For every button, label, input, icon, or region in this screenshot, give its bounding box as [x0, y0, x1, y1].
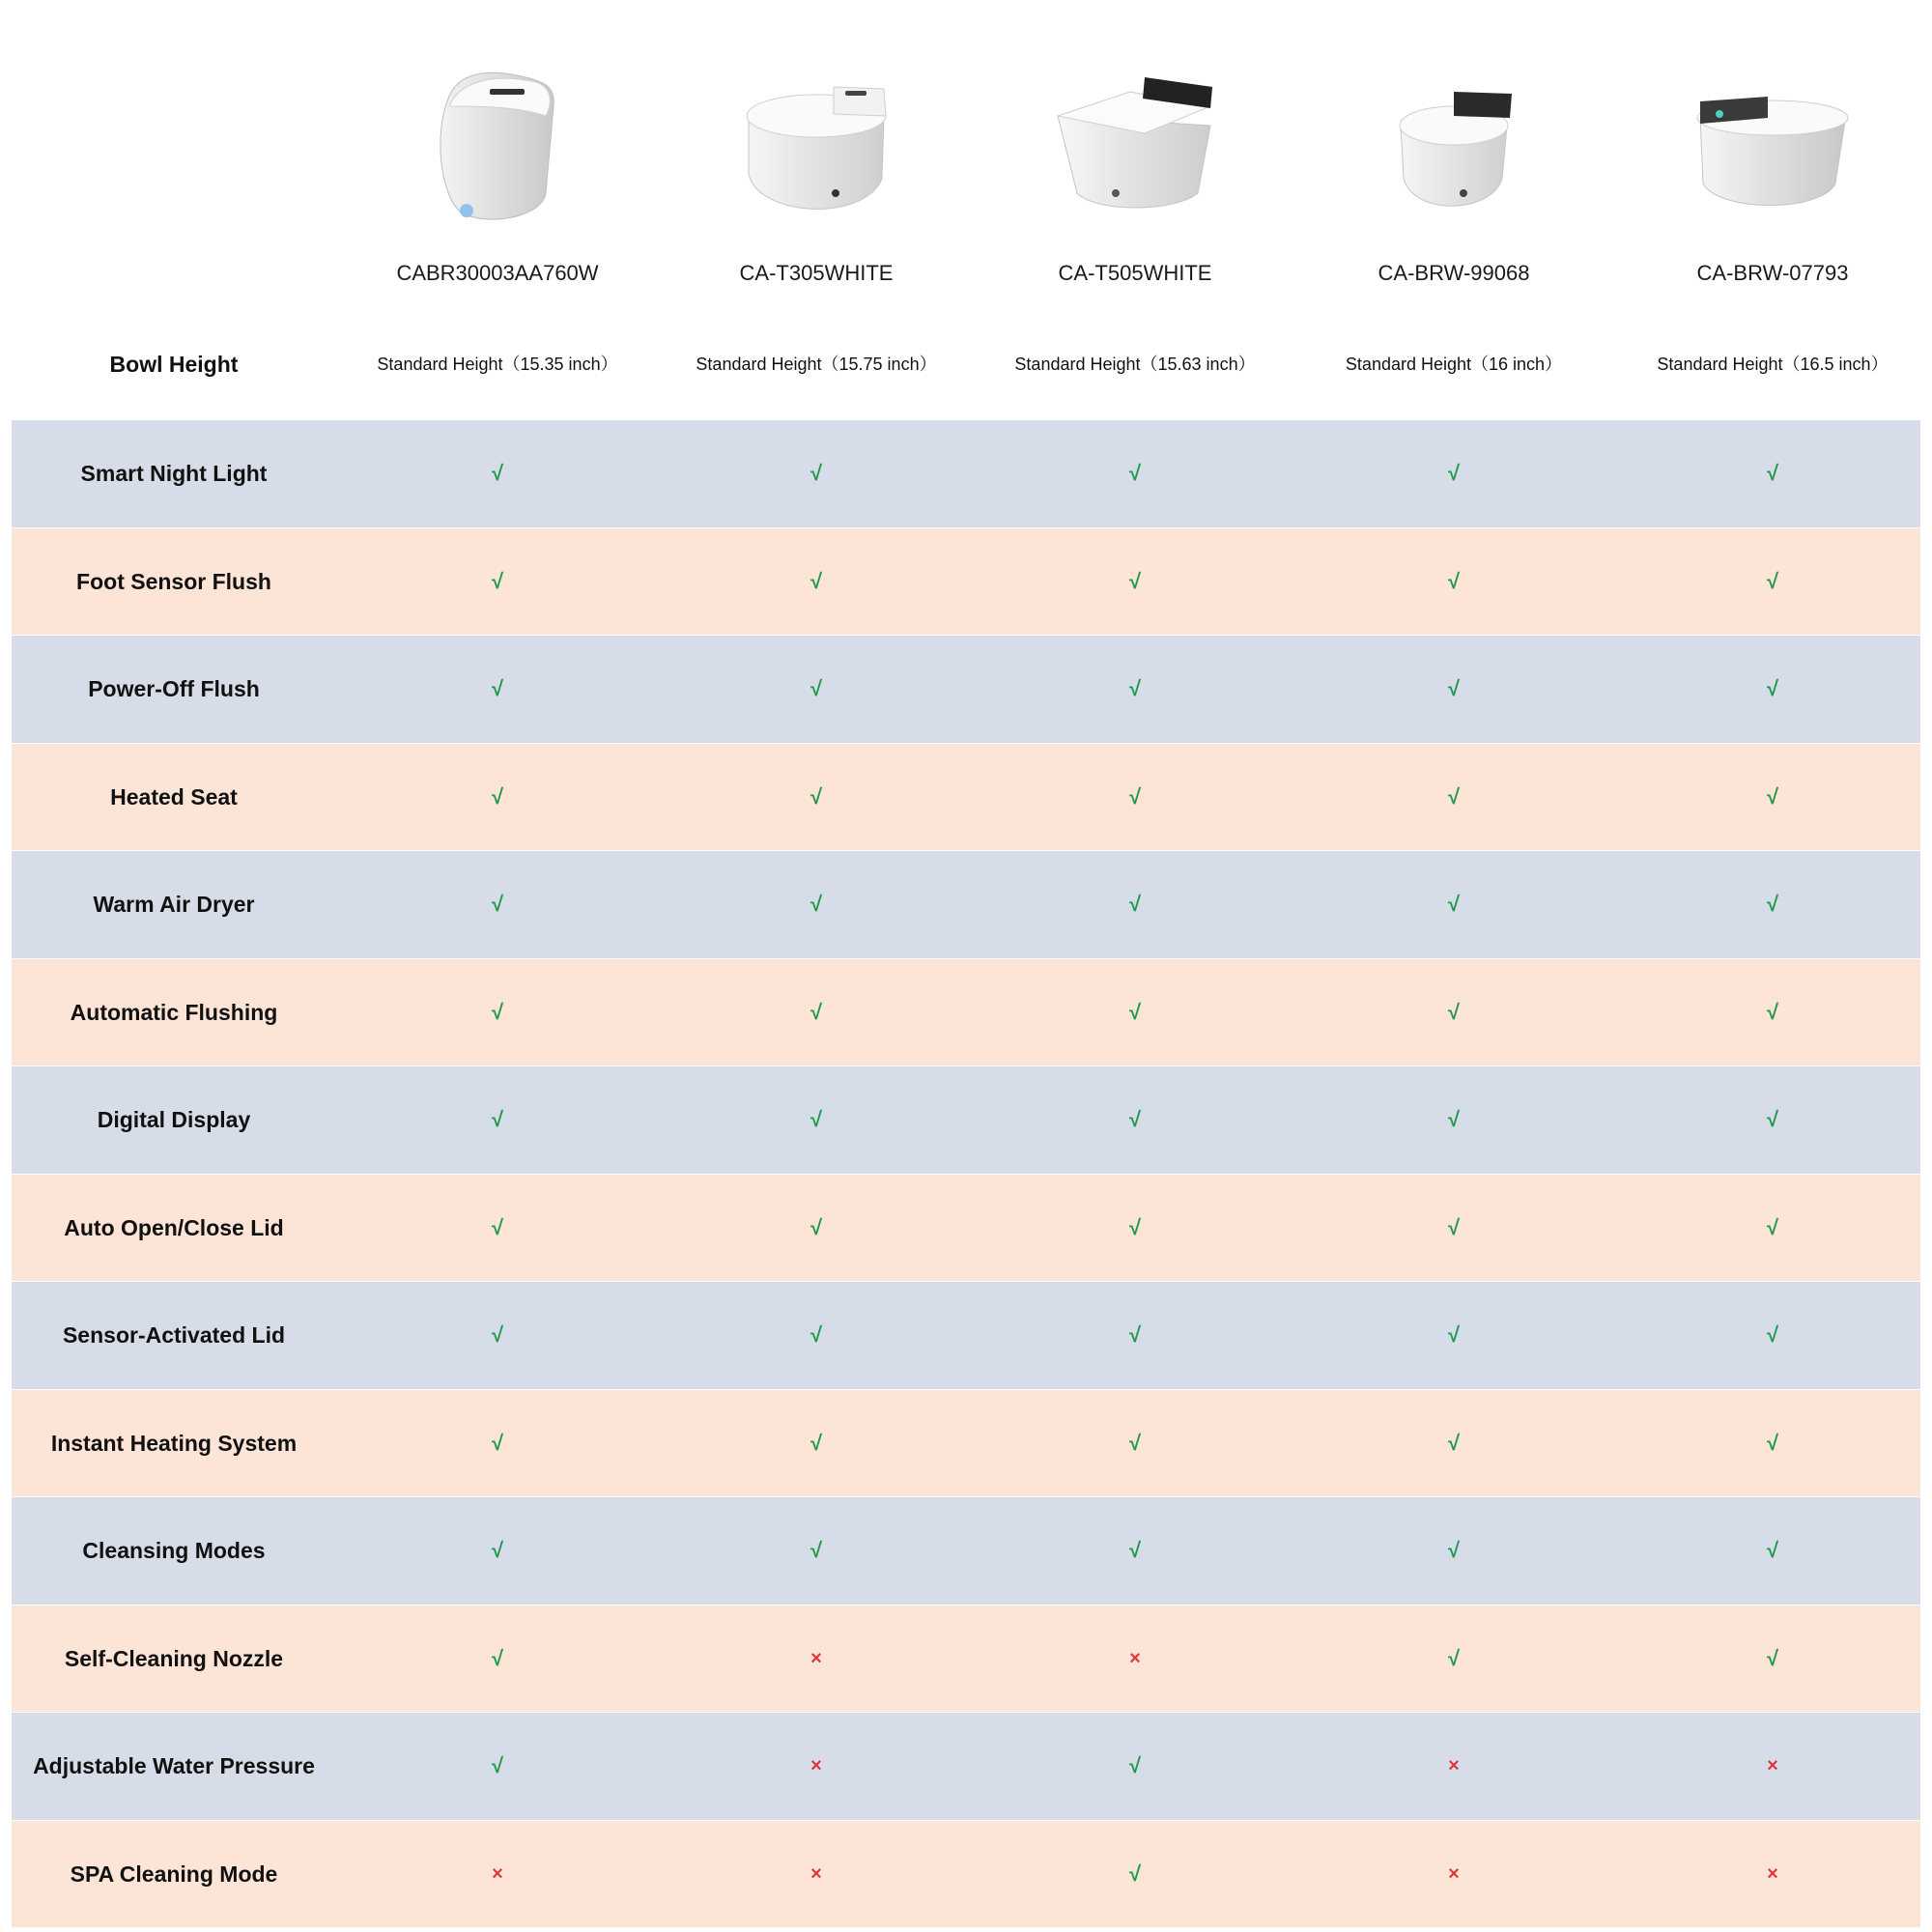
feature-label: Power-Off Flush [88, 676, 260, 701]
check-mark-icon: √ [1766, 999, 1779, 1024]
feature-row [12, 1282, 1920, 1389]
check-mark-icon: √ [491, 676, 504, 700]
model-name: CA-T505WHITE [1058, 261, 1212, 285]
check-mark-icon: √ [1128, 1322, 1142, 1347]
feature-label: Automatic Flushing [70, 999, 278, 1025]
cross-mark-icon: × [1448, 1755, 1460, 1776]
feature-row [12, 1175, 1920, 1282]
feature-row [12, 1066, 1920, 1174]
feature-label: SPA Cleaning Mode [70, 1861, 278, 1887]
check-mark-icon: √ [1128, 892, 1142, 916]
feature-label: Self-Cleaning Nozzle [64, 1645, 284, 1671]
check-mark-icon: √ [1766, 1107, 1779, 1131]
check-mark-icon: √ [1447, 1430, 1461, 1455]
check-mark-icon: √ [491, 1322, 504, 1347]
feature-label: Auto Open/Close Lid [64, 1214, 284, 1240]
check-mark-icon: √ [491, 568, 504, 593]
product-column [1628, 39, 1918, 348]
check-mark-icon: √ [810, 676, 823, 700]
feature-row [12, 636, 1920, 743]
check-mark-icon: √ [1766, 892, 1779, 916]
check-mark-icon: √ [810, 1107, 823, 1131]
model-name: CABR30003AA760W [396, 261, 599, 285]
feature-label: Sensor-Activated Lid [62, 1322, 286, 1348]
check-mark-icon: √ [1128, 783, 1142, 809]
check-mark-icon: √ [1128, 1214, 1142, 1239]
check-mark-icon: √ [1128, 1861, 1142, 1886]
feature-row [12, 959, 1920, 1066]
feature-label: Digital Display [97, 1107, 251, 1132]
check-mark-icon: √ [810, 1322, 823, 1347]
feature-row [12, 1497, 1920, 1605]
check-mark-icon: √ [1447, 676, 1461, 700]
check-mark-icon: √ [491, 1645, 504, 1670]
toilet-tankless-icon [1676, 48, 1869, 232]
feature-label: Cleansing Modes [82, 1538, 266, 1563]
check-mark-icon: √ [1447, 1214, 1461, 1239]
toilet-round-icon [720, 48, 913, 232]
check-mark-icon: √ [1447, 1107, 1461, 1131]
check-mark-icon: √ [810, 999, 823, 1024]
bowl-height-value: Standard Height（15.35 inch） [377, 355, 618, 374]
check-mark-icon: √ [1447, 999, 1461, 1024]
check-mark-icon: √ [491, 1538, 504, 1562]
check-mark-icon: √ [491, 999, 504, 1024]
check-mark-icon: √ [1447, 1322, 1461, 1347]
feature-label: Smart Night Light [80, 461, 268, 486]
check-mark-icon: √ [491, 461, 504, 485]
check-mark-icon: √ [1447, 461, 1461, 485]
product-column [990, 39, 1280, 348]
product-column [671, 39, 961, 348]
check-mark-icon: √ [491, 1107, 504, 1131]
feature-row [12, 1390, 1920, 1497]
check-mark-icon: √ [491, 783, 504, 809]
model-name: CA-BRW-99068 [1378, 261, 1530, 285]
check-mark-icon: √ [810, 1430, 823, 1455]
feature-row [12, 851, 1920, 958]
check-mark-icon: √ [810, 568, 823, 593]
bowl-height-value: Standard Height（16.5 inch） [1657, 355, 1889, 374]
cross-mark-icon: × [810, 1755, 822, 1776]
feature-row [12, 744, 1920, 851]
product-column [1309, 39, 1599, 348]
check-mark-icon: √ [1128, 1107, 1142, 1131]
bowl-height-row [0, 330, 1932, 398]
check-mark-icon: √ [1128, 1753, 1142, 1777]
check-mark-icon: √ [491, 1214, 504, 1239]
check-mark-icon: √ [810, 892, 823, 916]
check-mark-icon: √ [491, 1753, 504, 1777]
check-mark-icon: √ [1447, 892, 1461, 916]
check-mark-icon: √ [1128, 999, 1142, 1024]
feature-label: Adjustable Water Pressure [33, 1753, 315, 1778]
check-mark-icon: √ [1766, 461, 1779, 485]
bowl-height-value: Standard Height（15.63 inch） [1014, 355, 1256, 374]
feature-label: Instant Heating System [50, 1430, 298, 1456]
cross-mark-icon: × [492, 1862, 503, 1885]
check-mark-icon: √ [1447, 1645, 1461, 1670]
bowl-height-value: Standard Height（15.75 inch） [696, 355, 937, 374]
cross-mark-icon: × [1767, 1755, 1778, 1776]
check-mark-icon: √ [810, 461, 823, 485]
check-mark-icon: √ [1766, 1322, 1779, 1347]
cross-mark-icon: × [810, 1647, 822, 1669]
check-mark-icon: √ [810, 783, 823, 809]
cross-mark-icon: × [1129, 1647, 1141, 1669]
toilet-square-icon [1038, 48, 1232, 232]
cross-mark-icon: × [810, 1862, 822, 1885]
feature-label: Foot Sensor Flush [76, 568, 271, 594]
check-mark-icon: √ [491, 1430, 504, 1455]
feature-row [12, 528, 1920, 636]
check-mark-icon: √ [1447, 568, 1461, 593]
toilet-compact-icon [1357, 48, 1550, 232]
feature-label: Warm Air Dryer [93, 892, 255, 917]
product-column [353, 39, 642, 348]
check-mark-icon: √ [1766, 1645, 1779, 1670]
check-mark-icon: √ [1766, 676, 1779, 700]
feature-row [12, 1605, 1920, 1713]
bowl-height-value: Standard Height（16 inch） [1345, 355, 1563, 374]
cross-mark-icon: × [1767, 1862, 1778, 1885]
check-mark-icon: √ [810, 1214, 823, 1239]
check-mark-icon: √ [1766, 1214, 1779, 1239]
check-mark-icon: √ [1128, 1430, 1142, 1455]
check-mark-icon: √ [1128, 1538, 1142, 1562]
feature-row [12, 420, 1920, 527]
check-mark-icon: √ [810, 1538, 823, 1562]
check-mark-icon: √ [1766, 568, 1779, 593]
check-mark-icon: √ [1447, 1538, 1461, 1562]
check-mark-icon: √ [1128, 676, 1142, 700]
cross-mark-icon: × [1448, 1862, 1460, 1885]
check-mark-icon: √ [491, 892, 504, 916]
toilet-elongated-icon [401, 48, 594, 232]
check-mark-icon: √ [1766, 1538, 1779, 1562]
model-name: CA-T305WHITE [739, 261, 894, 285]
row-label: Bowl Height [109, 352, 239, 377]
feature-row [12, 1713, 1920, 1820]
feature-label: Heated Seat [110, 783, 238, 810]
check-mark-icon: √ [1128, 461, 1142, 485]
check-mark-icon: √ [1766, 783, 1779, 809]
check-mark-icon: √ [1766, 1430, 1779, 1455]
check-mark-icon: √ [1447, 783, 1461, 809]
feature-row [12, 1821, 1920, 1928]
check-mark-icon: √ [1128, 568, 1142, 593]
model-name: CA-BRW-07793 [1696, 261, 1849, 285]
